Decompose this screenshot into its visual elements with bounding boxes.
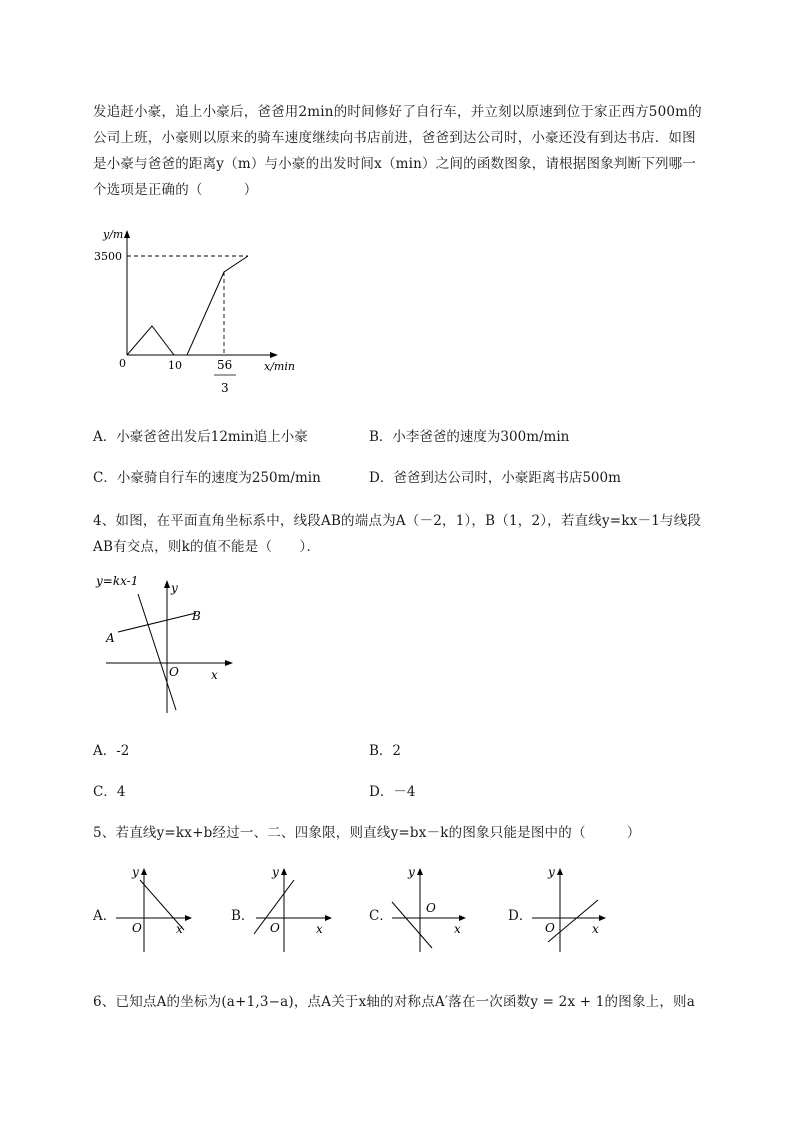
q3-frac-den: 3: [221, 381, 229, 395]
q3-x-arrow: [270, 352, 278, 358]
svg-text:y: y: [408, 865, 415, 879]
q3-x-tick-10: 10: [168, 359, 182, 372]
q4-point-b: B: [192, 609, 201, 623]
q5-stem: 5、若直线y=kx+b经过一、二、四象限，则直线y=bx－k的图象只能是图中的（ ）: [93, 825, 641, 841]
q5-option-b-graph[interactable]: [252, 862, 334, 956]
q3-x-label: x/min: [264, 360, 295, 373]
q3-graph-line: [127, 256, 248, 355]
q4-line-2: AB有交点，则k的值不能是（ ）．: [93, 539, 321, 555]
q4-coordinate-graph: [92, 570, 242, 720]
svg-text:x: x: [176, 922, 183, 936]
q4-option-c[interactable]: C．4: [93, 784, 126, 800]
svg-text:y: y: [132, 865, 139, 879]
q3-y-label: y/m: [103, 228, 124, 241]
q4-origin: O: [169, 665, 179, 679]
q3-y-tick-3500: 3500: [94, 250, 122, 263]
q4-option-b[interactable]: B．2: [369, 743, 402, 759]
q5-option-d-graph[interactable]: [528, 862, 610, 956]
q5-option-c-label[interactable]: C．: [369, 908, 393, 924]
q3-line-4: 个选项是正确的（ ）: [93, 182, 258, 198]
q4-point-a: A: [106, 631, 115, 645]
q4-option-a[interactable]: A．-2: [93, 743, 130, 759]
svg-text:x: x: [454, 922, 461, 936]
q4-option-d[interactable]: D．－4: [369, 784, 416, 800]
svg-text:O: O: [132, 921, 142, 935]
q3-option-a[interactable]: A．小豪爸爸出发后12min追上小豪: [93, 429, 308, 445]
q4-x-label: x: [211, 668, 218, 682]
q3-line-2: 公司上班，小豪则以原来的骑车速度继续向书店前进，爸爸到达公司时，小豪还没有到达书店．如图: [93, 130, 696, 146]
q5-option-d-label[interactable]: D．: [508, 908, 533, 924]
q3-line-1: 发追赶小豪，追上小豪后，爸爸用2min的时间修好了自行车，并立刻以原速到位于家正西方500m的: [93, 104, 702, 120]
svg-text:x: x: [592, 922, 599, 936]
q3-y-arrow: [124, 230, 130, 238]
svg-text:O: O: [270, 921, 280, 935]
svg-text:y: y: [548, 865, 555, 879]
svg-text:O: O: [426, 901, 436, 915]
q5-option-a-label[interactable]: A．: [93, 908, 117, 924]
q4-line-label: y=kx-1: [96, 574, 139, 588]
q3-option-b[interactable]: B．小李爸爸的速度为300m/min: [369, 429, 570, 445]
q5-option-b-label[interactable]: B．: [231, 908, 255, 924]
svg-text:O: O: [545, 921, 555, 935]
q4-line-kx-1: [138, 594, 176, 710]
q3-origin: 0: [119, 357, 126, 370]
q3-option-c[interactable]: C．小豪骑自行车的速度为250m/min: [93, 470, 321, 486]
q6-stem: 6、已知点A的坐标为(a+1,3−a)，点A关于x轴的对称点A′落在一次函数y = 2x + 1的图象上，则a: [93, 994, 695, 1010]
q3-frac-num: 56: [217, 358, 233, 372]
q4-y-label: y: [171, 581, 178, 595]
q4-y-arrow: [164, 580, 170, 588]
q3-option-d[interactable]: D．爸爸到达公司时，小豪距离书店500m: [369, 470, 621, 486]
svg-text:x: x: [316, 922, 323, 936]
q5-option-c-graph[interactable]: [388, 862, 470, 956]
svg-text:y: y: [272, 865, 279, 879]
q4-segment-ab: [118, 613, 196, 632]
q5-option-a-graph[interactable]: [112, 862, 194, 956]
q4-line-1: 4、如图，在平面直角坐标系中，线段AB的端点为A（－2，1），B（1，2），若直线y=kx－1与线段: [93, 513, 702, 529]
q4-x-arrow: [225, 660, 233, 666]
q5-d-line: [548, 900, 598, 942]
q3-distance-time-graph: [90, 222, 310, 402]
q3-line-3: 是小豪与爸爸的距离y（m）与小豪的出发时间x（min）之间的函数图象，请根据图象判断下列哪一: [93, 156, 697, 172]
